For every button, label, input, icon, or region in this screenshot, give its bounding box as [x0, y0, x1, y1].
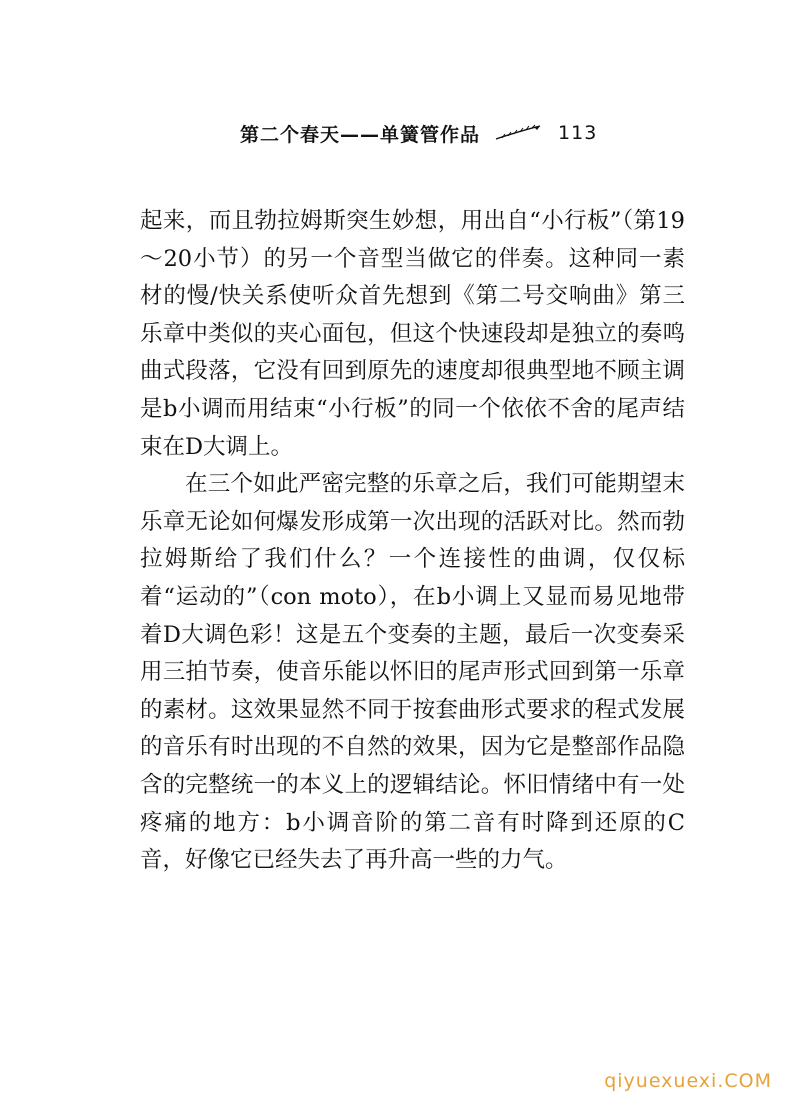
page-number: 113 [558, 122, 598, 144]
flourish-icon [494, 123, 544, 143]
running-header [240, 116, 660, 150]
paragraph-continued: 起来，而且勃拉姆斯突生妙想，用出自“小行板”（第19～20小节）的另一个音型当做它的伴奏。这种同一素材的慢/快关系使听众首先想到《第二号交响曲》第三乐章中类似的夹心面包，但这个快速段却是独立的奏鸣曲式段落，它没有回到原先的速度却很典型地不顾主调是b小调而用结束“小行板”的同一个依依不舍的尾声结束在D大调上。 [140, 208, 685, 460]
body-text [140, 203, 685, 880]
header-title: 第二个春天——单簧管作品 [240, 123, 481, 146]
watermark: qiyuexuexi.COM [604, 1070, 772, 1092]
paragraph: 在三个如此严密完整的乐章之后，我们可能期望末乐章无论如何爆发形成第一次出现的活跃对比。然而勃拉姆斯给了我们什么？一个连接性的曲调，仅仅标着“运动的”（con moto），在b小调上又显而易见地带着D大调色彩！这是五个变奏的主题，最后一次变奏采用三拍节奏，使音乐能以怀旧的尾声形式回到第一乐章的素材。这效果显然不同于按套曲形式要求的程式发展的音乐有时出现的不自然的效果，因为它是整部作品隐含的完整统一的本义上的逻辑结论。怀旧情绪中有一处疼痛的地方：b小调音阶的第二音有时降到还原的C音，好像它已经失去了再升高一些的力气。 [140, 471, 685, 874]
